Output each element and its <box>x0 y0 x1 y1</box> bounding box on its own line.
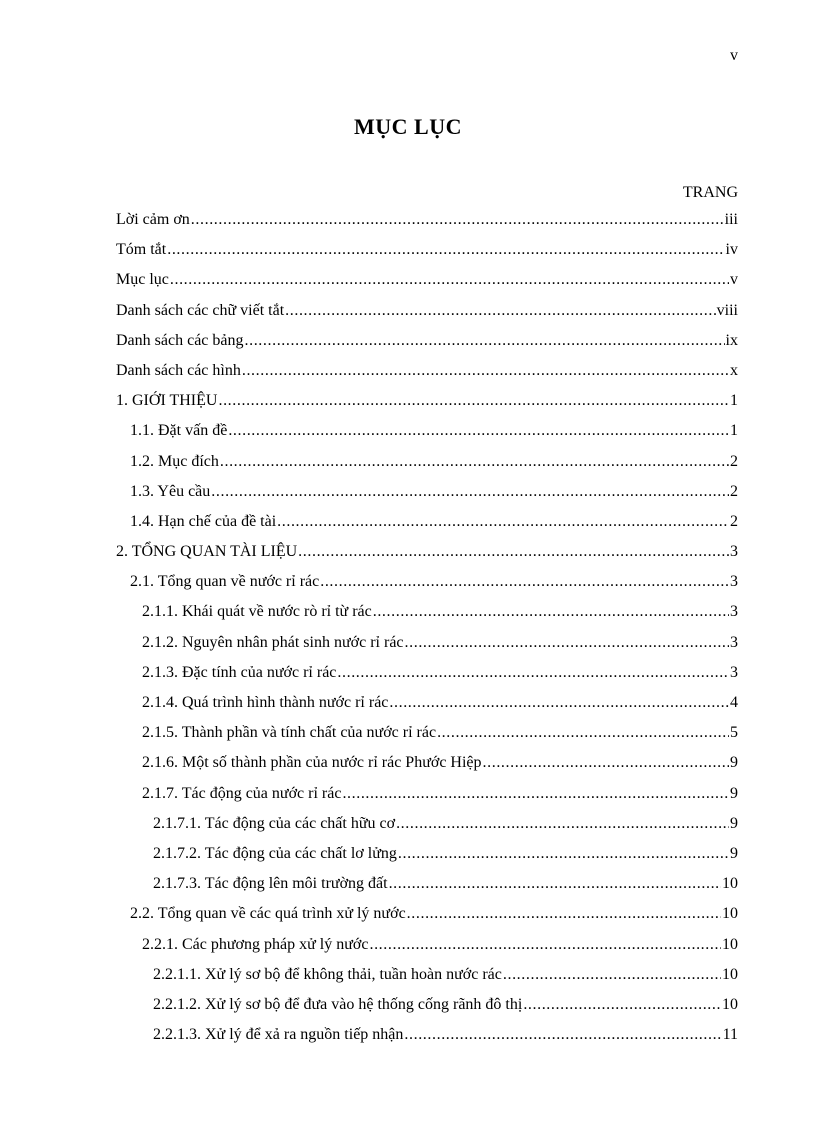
toc-entry <box>116 392 738 422</box>
toc-entry <box>116 362 738 392</box>
toc-dot-leader <box>228 422 729 440</box>
toc-entry <box>116 573 738 603</box>
toc-entry-page: 3 <box>730 543 738 561</box>
toc-entry <box>116 483 738 513</box>
toc-entry-title: 1.2. Mục đích <box>130 452 219 470</box>
toc-dot-leader <box>398 845 729 863</box>
toc-entry-page: 10 <box>722 995 738 1013</box>
toc-entry-page: 3 <box>730 633 738 651</box>
toc-entry-title: 1.1. Đặt vấn đề <box>130 422 228 440</box>
toc-dot-leader <box>191 211 724 229</box>
toc-entry-page: 2 <box>730 512 738 530</box>
toc-entry <box>116 936 738 966</box>
toc-dot-leader <box>337 664 729 682</box>
toc-entry-page: v <box>730 271 738 289</box>
toc-entry-title: 2.1.1. Khái quát về nước rò rỉ từ rác <box>142 603 372 621</box>
toc-entry-page: 2 <box>730 452 738 470</box>
toc-entry <box>116 875 738 905</box>
page-column-label: TRANG <box>682 184 738 201</box>
toc-entry-title: 1.3. Yêu cầu <box>130 482 211 500</box>
toc-entry-title: 2.1.7.2. Tác động của các chất lơ lửng <box>153 844 397 862</box>
toc-entry <box>116 785 738 815</box>
toc-entry-page: 3 <box>730 573 738 591</box>
toc-entry-title: Danh sách các bảng <box>116 331 244 349</box>
toc-entry-title: 2.1.7. Tác động của nước rỉ rác <box>142 784 342 802</box>
toc-entry <box>116 422 738 452</box>
toc-dot-leader <box>242 362 729 380</box>
toc-entry-title: 1. GIỚI THIỆU <box>116 392 218 410</box>
toc-entry-title: 2.2.1.2. Xử lý sơ bộ để đưa vào hệ thống cống rãnh đô thị <box>153 995 523 1013</box>
toc-entry-title: 2. TỔNG QUAN TÀI LIỆU <box>116 543 298 561</box>
toc-entry-title: Mục lục <box>116 271 169 289</box>
toc-dot-leader <box>277 513 729 531</box>
toc-dot-leader <box>342 785 729 803</box>
toc-entry-page: viii <box>716 301 738 319</box>
toc-entry-title: 2.2.1.1. Xử lý sơ bộ để không thải, tuần hoàn nước rác <box>153 965 502 983</box>
toc-entry <box>116 815 738 845</box>
toc-entry <box>116 332 738 362</box>
toc-dot-leader <box>437 724 729 742</box>
toc-dot-leader <box>503 966 721 984</box>
toc-entry-title: Lời cảm ơn <box>116 211 190 228</box>
toc-entry-page: 9 <box>730 784 738 802</box>
toc-dot-leader <box>298 543 729 561</box>
toc-entry <box>116 754 738 784</box>
toc-entry <box>116 905 738 935</box>
toc-entry <box>116 664 738 694</box>
toc-dot-leader <box>170 271 729 289</box>
toc-entry-title: 1.4. Hạn chế của đề tài <box>130 512 277 530</box>
toc-entry-page: 1 <box>730 392 738 410</box>
toc-entry-page: 10 <box>722 965 738 983</box>
toc-entry-page: 10 <box>722 935 738 953</box>
toc-entry <box>116 453 738 483</box>
toc-entry-title: 2.2.1.3. Xử lý để xả ra nguồn tiếp nhận <box>153 1026 404 1044</box>
toc-entry <box>116 996 738 1026</box>
toc-dot-leader <box>285 302 716 320</box>
toc-entry <box>116 966 738 996</box>
toc-dot-leader <box>218 392 729 410</box>
toc-dot-leader <box>483 754 729 772</box>
toc-entry-title: 2.1.6. Một số thành phần của nước rỉ rác Phước Hiệp <box>142 754 482 772</box>
toc-entry-page: 3 <box>730 603 738 621</box>
toc-entry-title: Tóm tắt <box>116 241 167 259</box>
toc-entry <box>116 694 738 724</box>
toc-entry-page: 9 <box>730 814 738 832</box>
toc-dot-leader <box>245 332 725 350</box>
toc-entry <box>116 724 738 754</box>
toc-entry-title: 2.1.4. Quá trình hình thành nước rỉ rác <box>142 694 389 711</box>
toc-entry-page: iii <box>724 211 738 228</box>
toc-entry-page: 5 <box>730 724 738 742</box>
toc-dot-leader <box>389 875 721 893</box>
toc-entry-title: Danh sách các hình <box>116 361 241 379</box>
toc-entry-title: Danh sách các chữ viết tắt <box>116 301 285 319</box>
table-of-contents <box>116 211 738 1056</box>
toc-entry-title: 2.1. Tổng quan về nước rỉ rác <box>130 573 320 591</box>
page-title: MỤC LỤC <box>354 114 462 139</box>
toc-dot-leader <box>405 634 729 652</box>
toc-entry-page: 4 <box>730 694 738 711</box>
toc-entry <box>116 211 738 241</box>
toc-entry-title: 2.2. Tổng quan về các quá trình xử lý nước <box>130 905 406 923</box>
toc-entry-page: x <box>730 361 738 379</box>
toc-entry <box>116 845 738 875</box>
toc-dot-leader <box>407 905 721 923</box>
toc-entry-page: 9 <box>730 754 738 772</box>
toc-entry-page: ix <box>725 331 738 349</box>
toc-entry-page: 1 <box>730 422 738 440</box>
toc-entry <box>116 513 738 543</box>
toc-entry <box>116 1026 738 1056</box>
toc-dot-leader <box>167 241 724 259</box>
toc-dot-leader <box>320 573 729 591</box>
toc-dot-leader <box>369 936 721 954</box>
toc-entry-page: 11 <box>722 1026 738 1044</box>
toc-dot-leader <box>404 1026 721 1044</box>
toc-entry-title: 2.1.7.1. Tác động của các chất hữu cơ <box>153 814 396 832</box>
page-number: v <box>730 47 738 64</box>
toc-entry-title: 2.1.5. Thành phần và tính chất của nước rỉ rác <box>142 724 437 742</box>
toc-dot-leader <box>523 996 721 1014</box>
toc-dot-leader <box>373 603 729 621</box>
toc-entry <box>116 634 738 664</box>
toc-entry-page: 10 <box>722 905 738 923</box>
toc-entry-title: 2.2.1. Các phương pháp xử lý nước <box>142 935 369 953</box>
toc-entry-page: 3 <box>730 663 738 681</box>
toc-entry-title: 2.1.7.3. Tác động lên môi trường đất <box>153 875 388 893</box>
toc-entry-page: 2 <box>730 482 738 500</box>
toc-entry <box>116 603 738 633</box>
toc-dot-leader <box>389 694 729 712</box>
toc-entry-page: 9 <box>730 844 738 862</box>
toc-dot-leader <box>211 483 729 501</box>
toc-entry-title: 2.1.2. Nguyên nhân phát sinh nước rỉ rác <box>142 633 404 651</box>
toc-dot-leader <box>396 815 729 833</box>
toc-entry-page: iv <box>725 241 738 259</box>
toc-entry <box>116 302 738 332</box>
toc-dot-leader <box>220 453 729 471</box>
toc-entry-title: 2.1.3. Đặc tính của nước rỉ rác <box>142 663 337 681</box>
toc-entry-page: 10 <box>722 875 738 893</box>
toc-entry <box>116 543 738 573</box>
toc-entry <box>116 241 738 271</box>
toc-entry <box>116 271 738 301</box>
